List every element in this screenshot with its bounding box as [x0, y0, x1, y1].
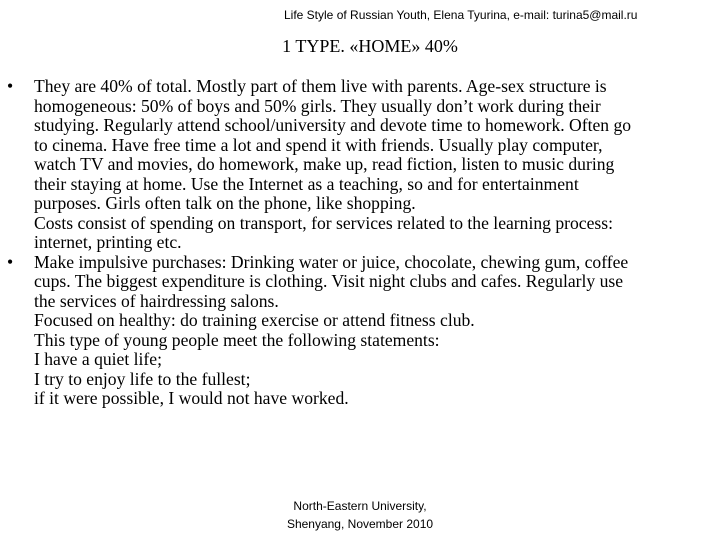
- bullet-line: if it were possible, I would not have worked.: [34, 388, 349, 408]
- bullet-line: This type of young people meet the following statements:: [34, 329, 440, 350]
- bullet-marker: •: [7, 76, 14, 96]
- bullet-line: purposes. Girls often talk on the phone, like shopping.: [34, 193, 416, 213]
- footer-line-2: Shenyang, November 2010: [286, 517, 434, 531]
- bullet-line: I try to enjoy life to the fullest;: [34, 368, 251, 389]
- footer-line-1: North-Eastern University,: [293, 499, 427, 513]
- bullet-line: Make impulsive purchases: Drinking water or juice, chocolate, chewing gum, coffee: [34, 251, 629, 272]
- bullet-item-2: [0, 253, 720, 409]
- bullet-line: internet, printing etc.: [34, 232, 182, 252]
- bullet-line: I have a quiet life;: [34, 349, 162, 369]
- bullet-line: the services of hairdressing salons.: [34, 290, 279, 311]
- bullet-line: homogeneous: 50% of boys and 50% girls. They usually don’t work during their: [34, 95, 601, 116]
- slide-title: 1 TYPE. «HOME» 40%: [282, 36, 458, 56]
- bullet-list: [0, 77, 720, 409]
- bullet-line: studying. Regularly attend school/university and devote time to homework. Often go: [34, 115, 632, 135]
- bullet-line: watch TV and movies, do homework, make up, read fiction, listen to music during: [34, 154, 615, 174]
- bullet-item-1: [0, 77, 720, 253]
- bullet-line: to cinema. Have free time a lot and spend it with friends. Usually play computer,: [34, 134, 603, 155]
- bullet-line: their staying at home. Use the Internet as a teaching, so and for entertainment: [34, 173, 579, 194]
- header-text: Life Style of Russian Youth, Elena Tyurina, e-mail: turina5@mail.ru: [284, 8, 638, 22]
- bullet-line: They are 40% of total. Mostly part of them live with parents. Age-sex structure is: [34, 76, 607, 96]
- footer: [0, 497, 720, 533]
- bullet-line: Costs consist of spending on transport, for services related to the learning process:: [34, 212, 613, 233]
- bullet-line: Focused on healthy: do training exercise or attend fitness club.: [34, 310, 475, 330]
- bullet-line: cups. The biggest expenditure is clothing. Visit night clubs and cafes. Regularly use: [34, 271, 624, 291]
- bullet-marker: •: [7, 251, 14, 272]
